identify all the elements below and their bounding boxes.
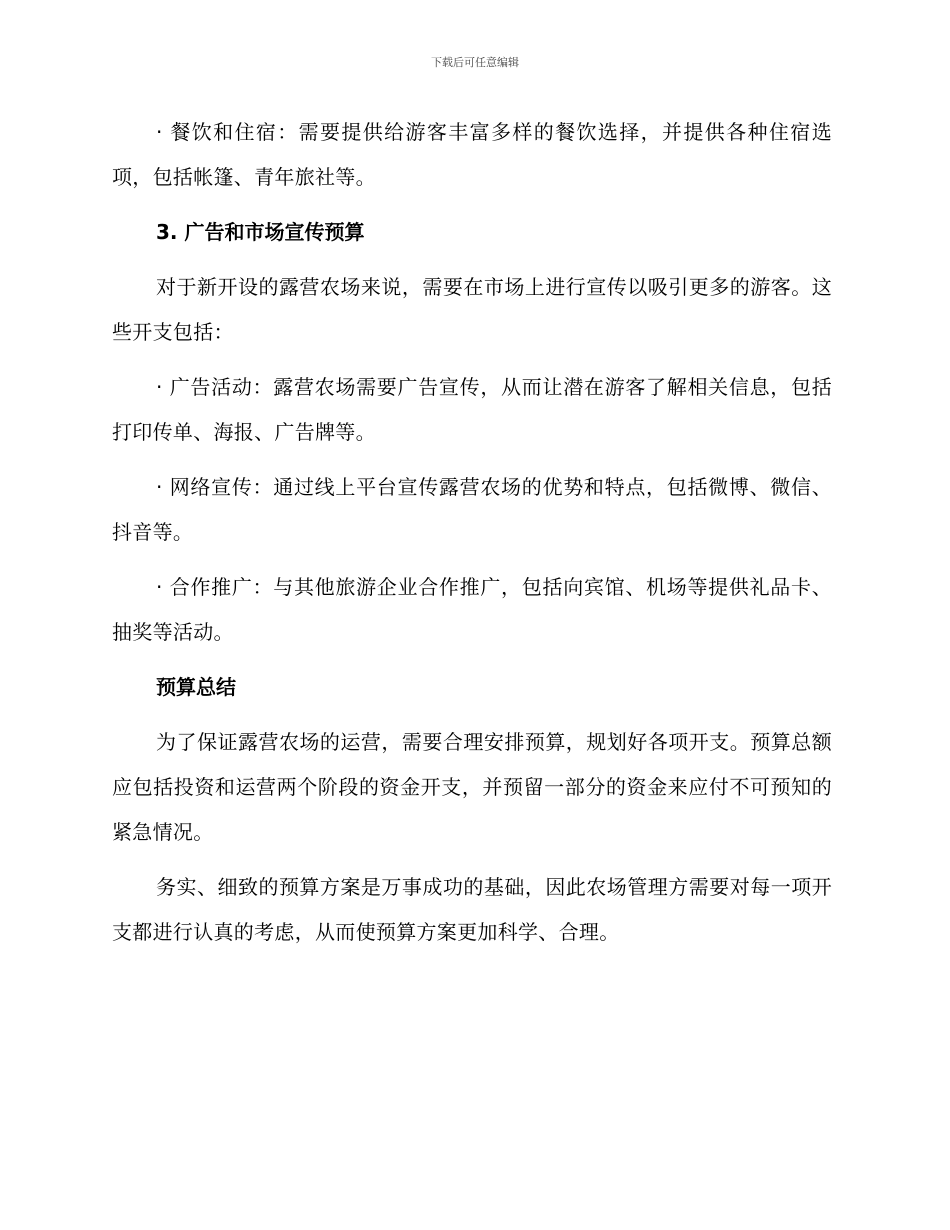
section-heading-budget-summary: 预算总结 xyxy=(156,675,236,699)
paragraph-summary-1: 为了保证露营农场的运营，需要合理安排预算，规划好各项开支。预算总额应包括投资和运营两个阶段的资金开支，并预留一部分的资金来应付不可预知的紧急情况。 xyxy=(112,730,832,844)
paragraph-catering-lodging: · 餐饮和住宿：需要提供给游客丰富多样的餐饮选择，并提供各种住宿选项，包括帐篷、青年旅社等。 xyxy=(112,120,832,189)
paragraph-ad-campaign: · 广告活动：露营农场需要广告宣传，从而让潜在游客了解相关信息，包括打印传单、海报、广告牌等。 xyxy=(112,375,832,444)
page-header: 下载后可任意编辑 xyxy=(431,56,519,69)
paragraph-cooperative-promotion: · 合作推广：与其他旅游企业合作推广，包括向宾馆、机场等提供礼品卡、抽奖等活动。 xyxy=(112,575,832,644)
section-heading-advertising-budget: 3. 广告和市场宣传预算 xyxy=(156,220,365,244)
document-body xyxy=(112,110,832,965)
paragraph-advertising-intro: 对于新开设的露营农场来说，需要在市场上进行宣传以吸引更多的游客。这些开支包括： xyxy=(112,275,832,344)
paragraph-online-promotion: · 网络宣传：通过线上平台宣传露营农场的优势和特点，包括微博、微信、抖音等。 xyxy=(112,475,832,544)
paragraph-summary-2: 务实、细致的预算方案是万事成功的基础，因此农场管理方需要对每一项开支都进行认真的考虑，从而使预算方案更加科学、合理。 xyxy=(112,875,832,944)
